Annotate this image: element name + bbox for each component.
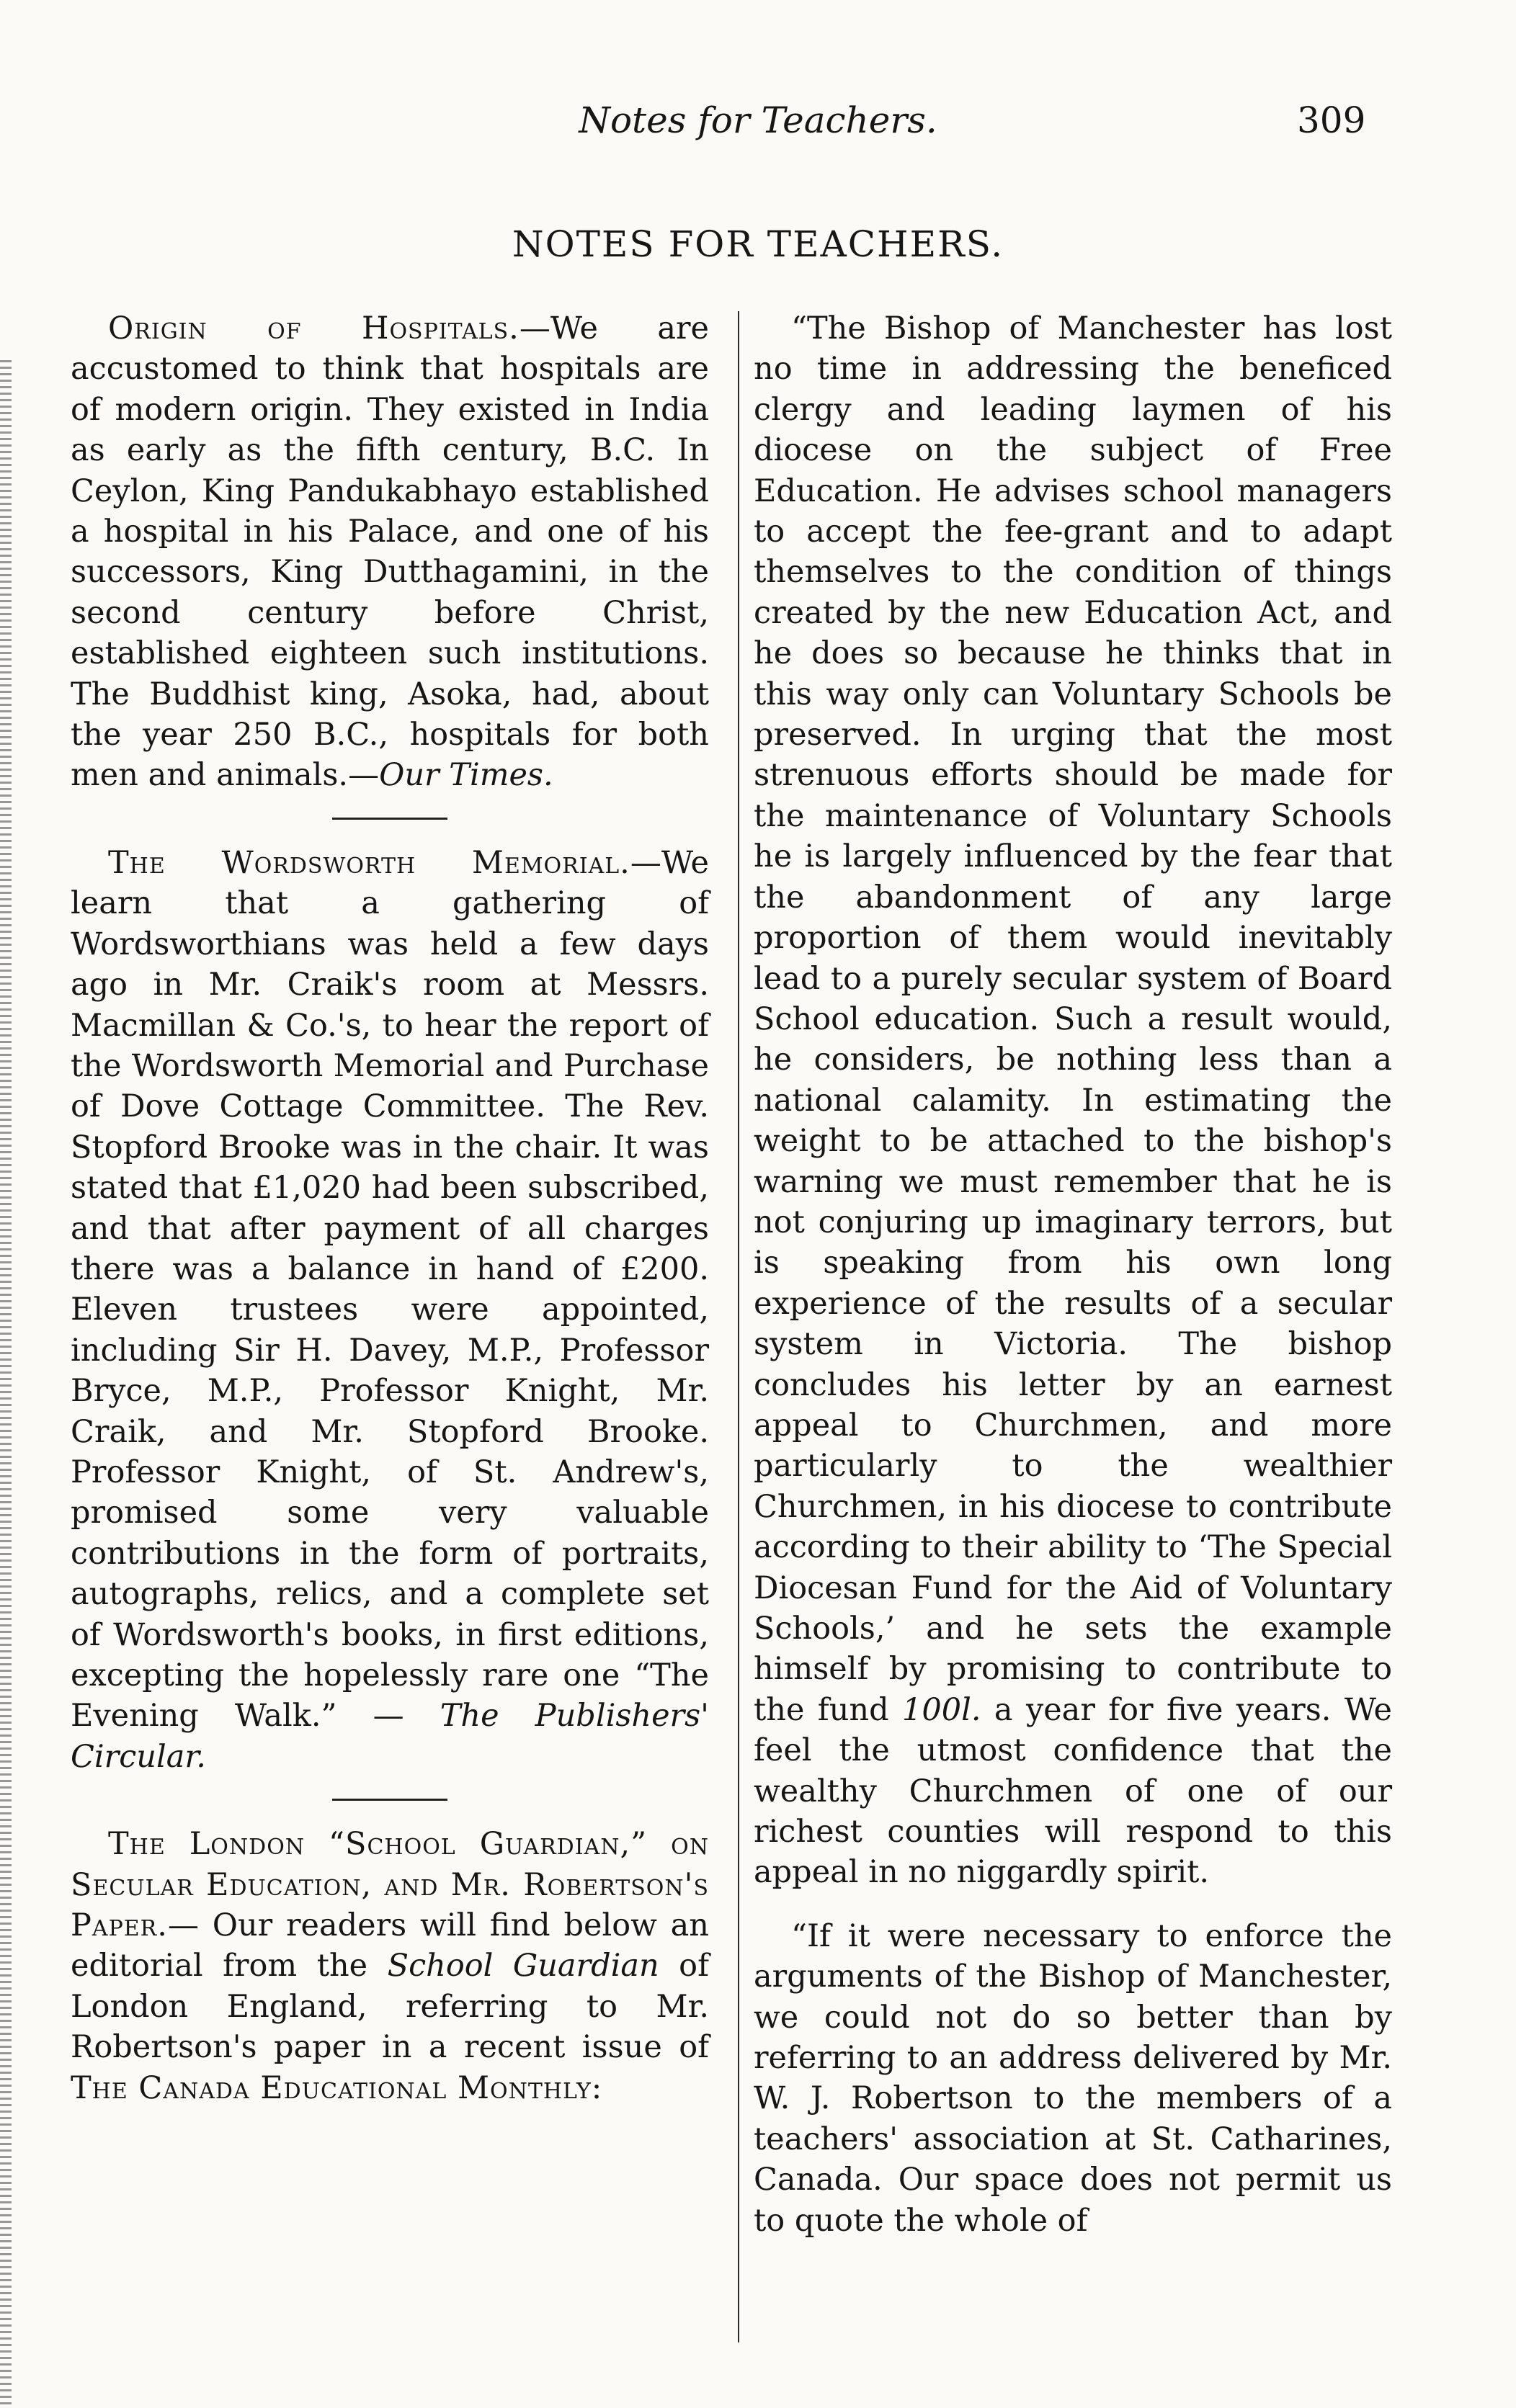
quoted-paragraph bbox=[754, 308, 1392, 1893]
article-wordsworth-memorial bbox=[71, 843, 709, 1777]
journal-name: The Canada Educational Monthly: bbox=[71, 2069, 603, 2106]
left-column bbox=[71, 308, 709, 2108]
fund-amount: 100l. bbox=[902, 1691, 981, 1728]
paragraph-text: “The Bishop of Manchester has lost no time in addressing the beneficed clergy and leading laymen of his diocese on the subject of Free Education. He advises school managers to accept the fee-grant and to adapt themselves to the condition of things created by the new Education Act, and he does so because he thinks that in this way only can Voluntary Schools be preserved. In urging that the most strenuous efforts should be made for the maintenance of Voluntary Schools he is largely influenced by the fear that the abandonment of any large proportion of them would inevitably lead to a purely secular system of Board School education. Such a result would, he considers, be nothing less than a national calamity. In estimating the weight to be attached to the bishop's warning we must remember that he is not conjuring up imaginary terrors, but is speaking from his own long experience of the results of a secular system in Victoria. The bishop concludes his letter by an earnest appeal to Churchmen, and more particularly to the wealthier Churchmen, in his diocese to contribute according to their ability to ‘The Special Diocesan Fund for the Aid of Voluntary Schools,’ and he sets the example himself by promising to contribute to the fund bbox=[754, 310, 1392, 1728]
publication-name: School Guardian bbox=[387, 1948, 659, 1984]
running-title: Notes for Teachers. bbox=[579, 99, 937, 141]
article-body: — Our readers will find below an editorial from the bbox=[71, 1907, 709, 1984]
article-title: Origin of Hospitals. bbox=[108, 310, 520, 346]
article-origin-of-hospitals bbox=[71, 308, 709, 796]
page-heading: NOTES FOR TEACHERS. bbox=[512, 223, 1004, 265]
quoted-paragraph: “If it were necessary to enforce the arguments of the Bishop of Manchester, we could not do so better than by referring to an address delivered by Mr. W. J. Robertson to the members of a teachers' association at St. Catharines, Canada. Our space does not permit us to quote the whole of bbox=[754, 1917, 1392, 2239]
section-rule bbox=[332, 1799, 447, 1801]
paragraph-text: a year for five years. We feel the utmost confidence that the wealthy Churchmen of one of our richest counties will respond to this appeal in no niggardly spirit. bbox=[754, 1691, 1392, 1891]
article-school-guardian bbox=[71, 1824, 709, 2108]
right-column bbox=[754, 308, 1392, 2241]
article-body: —We learn that a gathering of Wordsworthians was held a few days ago in Mr. Craik's room at Messrs. Macmillan & Co.'s, to hear the report of the Wordsworth Memorial and Purchase of Dove Cottage Committee. The Rev. Stopford Brooke was in the chair. It was stated that £1,020 had been subscribed, and that after payment of all charges there was a balance in hand of £200. Eleven trustees were appointed, including Sir H. Davey, M.P., Professor Bryce, M.P., Professor Knight, Mr. Craik, and Mr. Stopford Brooke. Professor Knight, of St. Andrew's, promised some very valuable contributions in the form of portraits, autographs, relics, and a complete set of Wordsworth's books, in first editions, excepting the hopelessly rare one “The Evening Walk.” — bbox=[71, 844, 709, 1735]
article-title: The London “School Guardian,” on Secular Education, and Mr. Robertson's Paper. bbox=[71, 1826, 709, 1944]
page-edge-scan-artifact bbox=[0, 360, 12, 2408]
paragraph-gap bbox=[754, 1893, 1392, 1916]
article-source: Our Times. bbox=[379, 757, 553, 794]
column-divider bbox=[738, 311, 739, 2342]
article-body: of London England, referring to Mr. Robertson's paper in a recent issue of bbox=[71, 1948, 709, 2066]
article-title: The Wordsworth Memorial. bbox=[108, 844, 630, 881]
page-number: 309 bbox=[1297, 99, 1366, 141]
section-rule bbox=[332, 818, 447, 820]
article-body: —We are accustomed to think that hospitals are of modern origin. They existed in India as early as the fifth century, B.C. In Ceylon, King Pandukabhayo established a hospital in his Palace, and one of his successors, King Dutthagamini, in the second century before Christ, established eighteen such institutions. The Buddhist king, Asoka, had, about the year 250 B.C., hospitals for both men and animals.— bbox=[71, 310, 709, 794]
article-source: The Publishers' Circular. bbox=[71, 1698, 709, 1775]
